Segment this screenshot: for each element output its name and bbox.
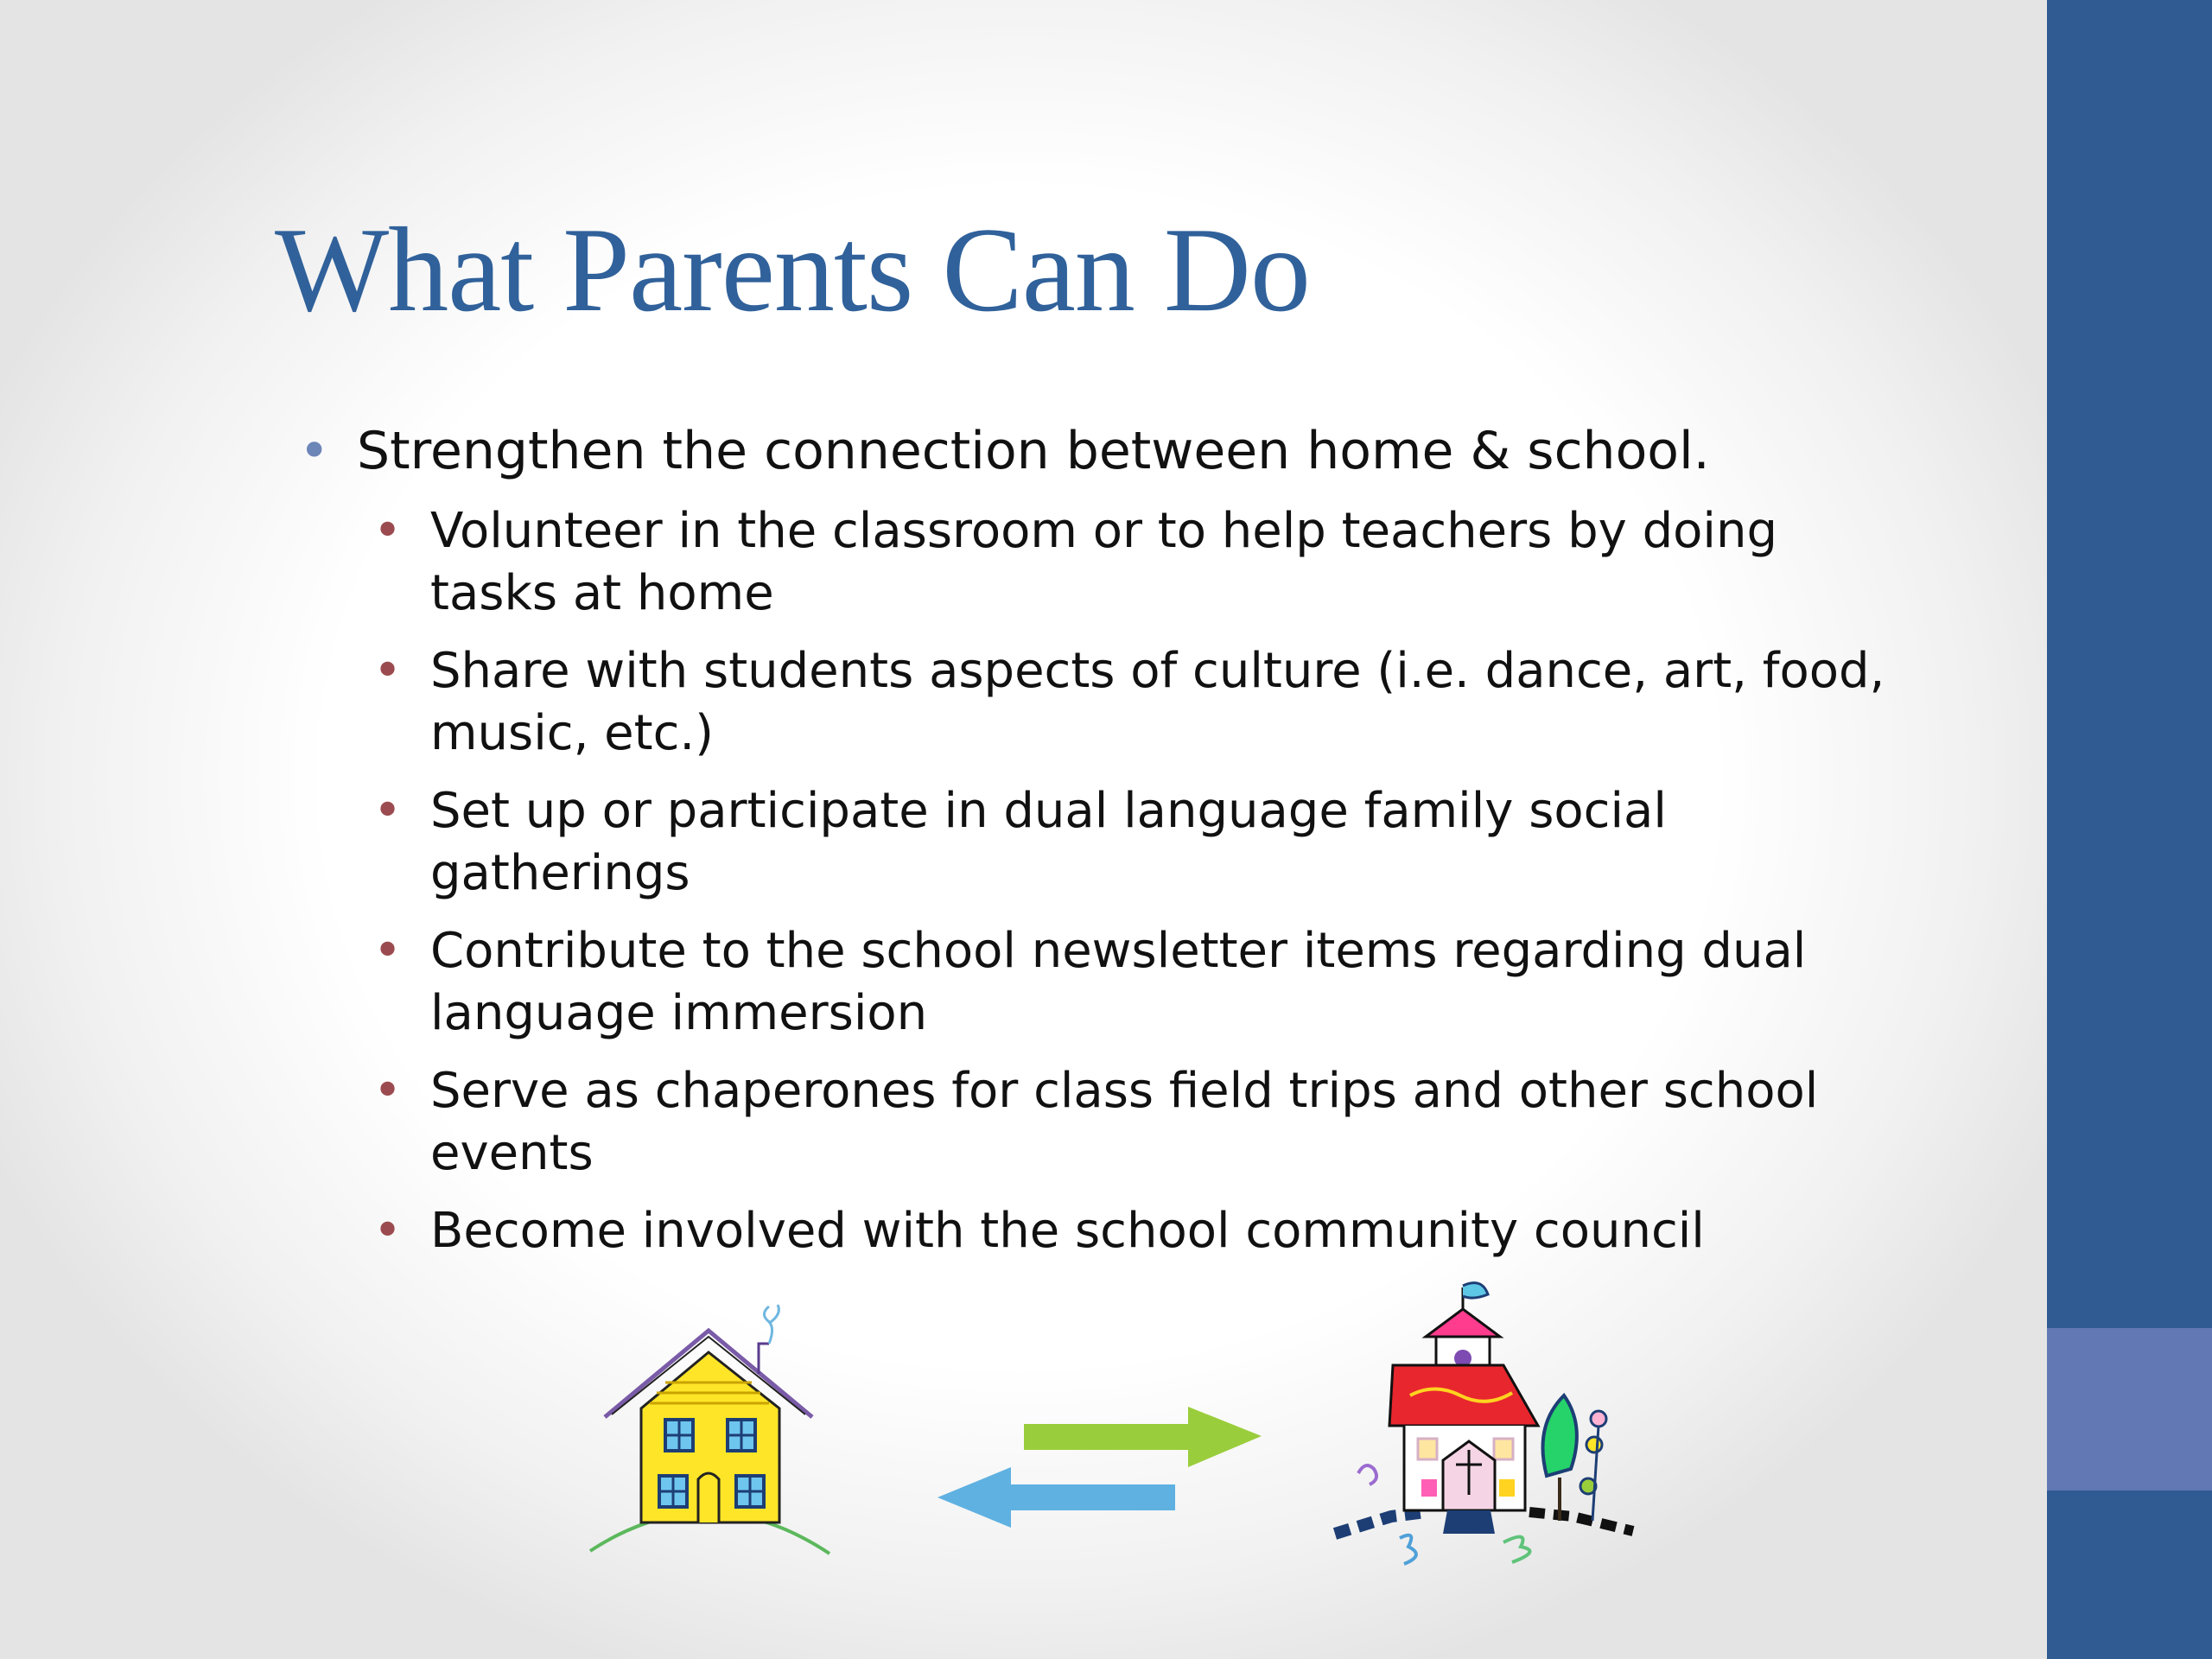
sub-bullet-marker: •: [373, 503, 403, 559]
slide-title: What Parents Can Do: [275, 203, 1310, 337]
sub-bullet-marker: •: [373, 923, 403, 979]
sub-bullet-text: Share with students aspects of culture (i.e. dance, art, food, music, etc.): [430, 643, 1885, 761]
main-bullet-text: Strengthen the connection between home & school.: [357, 421, 1710, 481]
side-decoration-accent: [2047, 1328, 2212, 1491]
sub-bullet-text: Contribute to the school newsletter items regarding dual language immersion: [430, 923, 1807, 1041]
house-clipart-icon: [590, 1305, 830, 1554]
sub-bullet-marker: •: [373, 783, 403, 839]
sub-bullet-text: Become involved with the school community council: [430, 1203, 1705, 1259]
sub-bullet-text: Set up or participate in dual language family social gatherings: [430, 783, 1667, 901]
sub-bullet-marker: •: [373, 1203, 403, 1259]
sub-bullet-marker: •: [373, 643, 403, 699]
sub-bullet-text: Serve as chaperones for class field trips and other school events: [430, 1063, 1819, 1181]
sub-bullet-text: Volunteer in the classroom or to help teachers by doing tasks at home: [430, 503, 1778, 621]
schoolhouse-clipart-icon: [1335, 1283, 1633, 1564]
bullet-marker: •: [299, 421, 330, 481]
two-way-arrows-icon: [938, 1407, 1262, 1528]
sub-bullet-marker: •: [373, 1063, 403, 1119]
